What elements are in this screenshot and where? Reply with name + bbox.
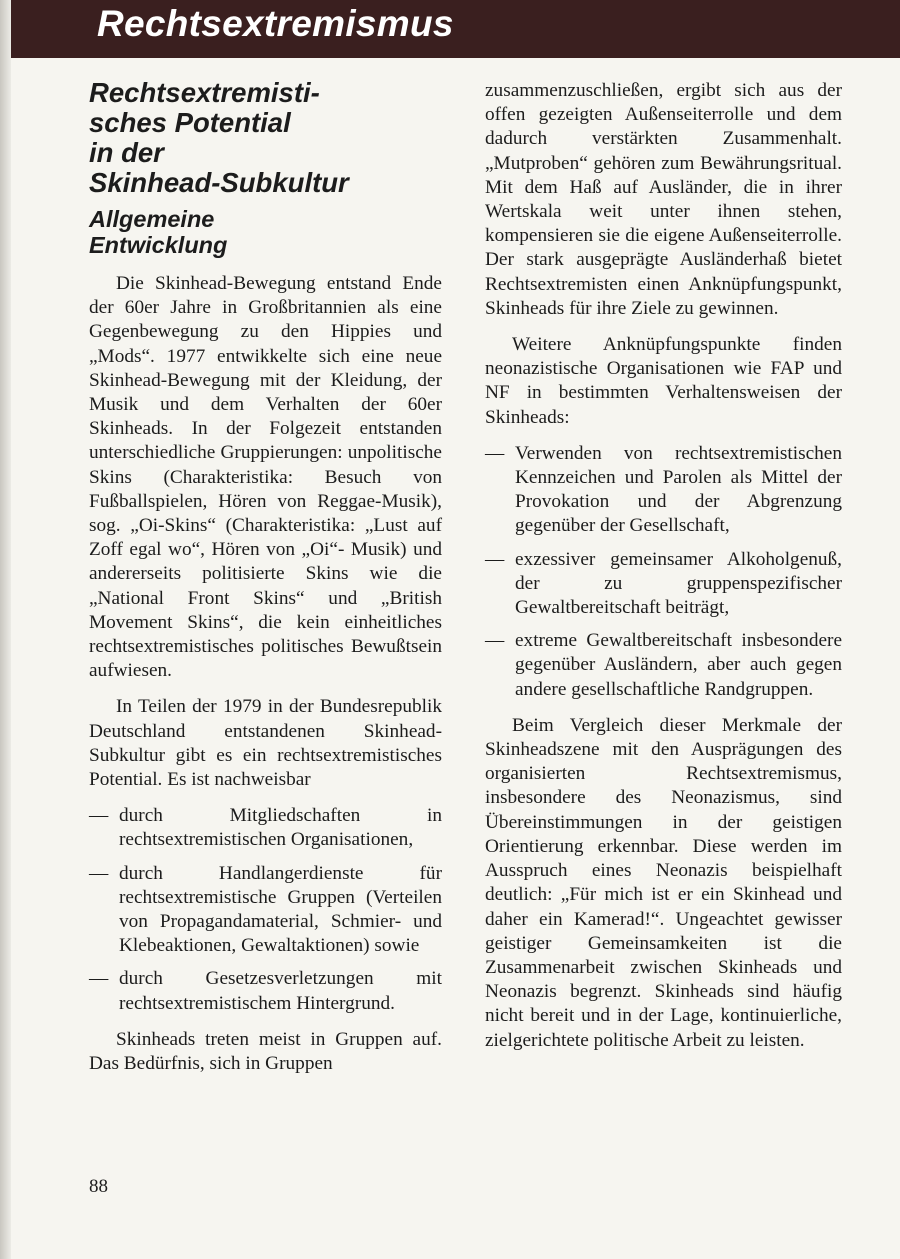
list-item-text: exzessiver gemeinsamer Alkoholgenuß, der zu gruppenspezifischer Gewaltbereitschaft beiträgt, <box>515 548 842 619</box>
section-title: Rechtsextremismus <box>97 3 454 44</box>
dash-marker: — <box>89 968 109 990</box>
page-number: 88 <box>89 1176 108 1197</box>
section-banner <box>11 0 900 58</box>
dash-marker: — <box>485 548 505 570</box>
list-item <box>89 967 442 1015</box>
paragraph: In Teilen der 1979 in der Bundesrepublik Deutschland entstandenen Skinhead-Subkultur gibt es ein rechtsextremistisches Potential. Es ist nachweisbar <box>89 696 442 791</box>
list-item-text: durch Mitgliedschaften in rechtsextremistischen Organisationen, <box>119 805 442 851</box>
list-item <box>89 804 442 852</box>
list-item-text: Verwenden von rechtsextremistischen Kennzeichen und Parolen als Mittel der Provokation und der Abgrenzung gegenüber der Gesellschaft, <box>515 442 842 537</box>
article-heading: Rechtsextremisti- sches Potential in der Skinhead-Subkultur <box>89 77 349 198</box>
right-column <box>485 79 842 1065</box>
list-item-text: durch Gesetzesverletzungen mit rechtsextremistischem Hintergrund. <box>119 968 442 1014</box>
list-item <box>485 629 842 702</box>
dash-marker: — <box>485 442 505 464</box>
list-item <box>89 862 442 959</box>
article-subheading: Allgemeine Entwicklung <box>89 206 228 258</box>
paragraph: Skinheads treten meist in Gruppen auf. Das Bedürfnis, sich in Gruppen <box>89 1028 442 1075</box>
scan-edge <box>0 0 11 1259</box>
paragraph: Die Skinhead-Bewegung entstand Ende der 60er Jahre in Großbritannien als eine Gegenbewegung zu den Hippies und „Mods“. 1977 entwikkelte sich eine neue Skinhead-Bewegung mit der Kleidung, der Musik und dem Verhalten der 60er Skinheads. In der Folgezeit entstanden unterschiedliche Gruppierungen: unpolitische Skins (Charakteristika: Besuch von Fußballspielen, Hören von Reggae-Musik), sog. „Oi-Skins“ (Charakteristika: „Lust auf Zoff egal wo“, Hören von „Oi“- Musik) und andererseits politisierte Skins wie die „National Front Skins“ und „British Movement Skins“, die kein einheitliches rechtsextremistisches politisches Bewußtsein aufwiesen. <box>89 273 442 682</box>
dash-marker: — <box>485 630 505 652</box>
list-item-text: durch Handlangerdienste für rechtsextremistische Gruppen (Verteilen von Propagandamaterial, Schmier- und Klebeaktionen, Gewaltaktionen) sowie <box>119 862 442 957</box>
paragraph: Beim Vergleich dieser Merkmale der Skinheadszene mit den Ausprägungen des organisierten Rechtsextremismus, insbesondere des Neonazismus, sind Übereinstimmungen in der geistigen Orientierung erkennbar. Diese werden im Ausspruch eines Neonazis beispielhaft deutlich: „Für mich ist er ein Skinhead und daher ein Kamerad!“. Ungeachtet gewisser geistiger Gemeinsamkeiten ist die Zusammenarbeit zwischen Skinheads und Neonazis begrenzt. Skinheads sind häufig nicht bereit und in der Lage, kontinuierliche, zielgerichtete politische Arbeit zu leisten. <box>485 714 842 1051</box>
left-column <box>89 78 442 1088</box>
paragraph: Weitere Anknüpfungspunkte finden neonazistische Organisationen wie FAP und NF in bestimmten Verhaltensweisen der Skinheads: <box>485 334 842 428</box>
dash-list <box>89 804 442 1016</box>
dash-marker: — <box>89 805 109 827</box>
list-item-text: extreme Gewaltbereitschaft insbesondere gegenüber Ausländern, aber auch gegen andere gesellschaftliche Randgruppen. <box>515 630 842 700</box>
list-item <box>485 548 842 621</box>
dash-list <box>485 442 842 702</box>
dash-marker: — <box>89 862 109 884</box>
paragraph: zusammenzuschließen, ergibt sich aus der offen gezeigten Außenseiterrolle und dem dadurch verstärkten Zusammenhalt. „Mutproben“ gehören zum Bewährungsritual. Mit dem Haß auf Ausländer, die in ihrer Wertskala weit unter ihnen stehen, kompensieren sie die eigene Außenseiterrolle. Der stark ausgeprägte Ausländerhaß bietet Rechtsextremisten einen Anknüpfungspunkt, Skinheads für ihre Ziele zu gewinnen. <box>485 80 842 319</box>
list-item <box>485 442 842 539</box>
